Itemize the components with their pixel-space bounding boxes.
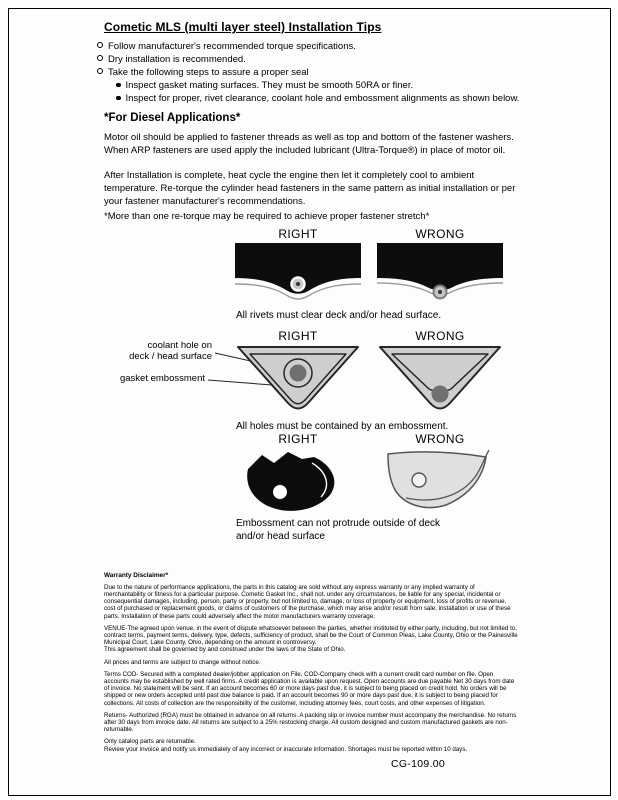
coolant-hole-icon	[432, 386, 449, 403]
warranty-paragraph: VENUE-The agreed upon venue, in the event of dispute whatsoever between the parties, whether instituted by either party, including, but not limited to, contract terms, payment terms, delivery, type, defects, sufficiency of product, shall be the Court of Common Pleas, Lake County, Ohio or the Painesville Municipal Court, Lake County, Ohio, depending on the amount in controversy. This agreement shall be governed by and construed under the laws of the State of Ohio.	[104, 624, 518, 654]
rivet-clearance-wrong-diagram	[377, 243, 503, 306]
bolt-hole-icon	[273, 485, 287, 499]
tip-text: Take the following steps to assure a proper seal	[108, 67, 309, 78]
wrong-label: WRONG	[415, 432, 465, 446]
wrong-label: WRONG	[415, 227, 465, 241]
bolt-hole-icon	[412, 473, 426, 487]
rivet-center-dot	[438, 290, 442, 294]
embossment-containment-right-diagram	[235, 344, 361, 418]
diagram-caption: Embossment can not protrude outside of deck and/or head surface	[236, 518, 441, 542]
warranty-paragraph: Due to the nature of performance applications, the parts in this catalog are sold without any express warranty or any implied warranty of merchantability or fitness for a particular purpose. Cometic Gasket Inc., shall not, under any circumstances, be liable for any special, incidental or consequential damages, including, person, party or property, but not limited to, damage, or loss of property or equipment, loss of profits or revenue, cost of purchased or replacement goods, or claims of customers of the purchase, which may arise and/or result from sale, installation or use of these parts. Installation of these parts could adversely affect the motor manufacturers warranty coverage.	[104, 583, 511, 620]
page-number: CG-109.00	[391, 758, 446, 770]
warranty-paragraph: Terms COD- Secured with a completed dealer/jobber application on File, COD-Company check with a current credit card number on file. Open accounts may be established by well rated firms. A credit application is available upon request. Open accounts are due payable Net 30 days from date of invoice. No statement will be sent. If an account becomes 60 or more days past due, it is subject to being placed on credit hold. No orders will be shipped or new orders accepted until past due balance is paid. If an account becomes 90 or more days past due, it is subject to being placed for collections. All costs of collection are the responsibility of the customer, including attorney fees, court costs, and other expenses of litigation.	[104, 670, 515, 707]
coolant-hole-icon	[290, 365, 307, 382]
rivet-clearance-right-diagram	[235, 243, 361, 306]
retorque-note: *More than one re-torque may be required to achieve proper fastener stretch*	[104, 211, 430, 222]
page-title: Cometic MLS (multi layer steel) Installation Tips	[104, 20, 382, 34]
warranty-disclaimer-section	[104, 572, 518, 758]
rivet-center-dot	[296, 282, 300, 286]
list-item	[97, 66, 519, 79]
tip-text: Dry installation is recommended.	[108, 54, 246, 65]
diesel-paragraph-1: Motor oil should be applied to fastener threads as well as top and bottom of the fastener washers. When ARP fasteners are used apply the included lubricant (Ultra-Torque®) in place of motor oil.	[104, 132, 514, 156]
circle-bullet-icon	[97, 42, 103, 48]
tip-text: Inspect gasket mating surfaces. They must be smooth 50RA or finer.	[125, 80, 414, 91]
coolant-hole-callout-label: coolant hole on deck / head surface	[129, 340, 212, 362]
gasket-embossment-callout-label: gasket embossment	[119, 373, 205, 384]
diagram-caption: All holes must be contained by an embossment.	[236, 421, 449, 432]
right-label: RIGHT	[278, 432, 318, 446]
list-item	[97, 40, 519, 53]
diesel-paragraph-2: After Installation is complete, heat cycle the engine then let it completely cool to ambient temperature. Re-torque the cylinder head fasteners in the same pattern as initial installation or per your fastener manufacturer's recommendations.	[104, 170, 516, 207]
sub-list-item	[116, 79, 519, 92]
diagram-caption: All rivets must clear deck and/or head surface.	[236, 310, 442, 321]
sub-list-item	[116, 92, 519, 105]
installation-tips-list	[97, 40, 519, 105]
list-item	[97, 53, 519, 66]
warranty-paragraph: Returns- Authorized (RGA) must be obtained in advance on all returns. A packing slip or invoice number must accompany the merchandise. No returns after 30 days from invoice date. All returns are subject to a 25% restocking charge. All custom designed and custom manufactured gaskets are non-returnable.	[104, 711, 517, 734]
right-label: RIGHT	[278, 329, 318, 343]
tip-text: Follow manufacturer's recommended torque specifications.	[108, 41, 356, 52]
dot-bullet-icon	[116, 83, 121, 88]
circle-bullet-icon	[97, 68, 103, 74]
diesel-applications-heading: *For Diesel Applications*	[104, 112, 241, 124]
wrong-label: WRONG	[415, 329, 465, 343]
warranty-paragraph: All prices and terms are subject to change without notice.	[104, 658, 261, 666]
right-label: RIGHT	[278, 227, 318, 241]
warranty-paragraph: Only catalog parts are returnable. Review your invoice and notify us immediately of any incorrect or inaccurate information. Shortages must be reported within 10 days.	[104, 738, 468, 753]
embossment-protrusion-right-diagram	[235, 447, 361, 515]
tip-text: Inspect for proper, rivet clearance, coolant hole and embossment alignments as shown below.	[125, 93, 520, 104]
gasket-corner-shape	[247, 452, 334, 511]
embossment-containment-wrong-diagram	[377, 344, 503, 418]
embossment-protrusion-wrong-diagram	[377, 447, 503, 515]
warranty-heading: Warranty Disclaimer*	[104, 572, 169, 579]
circle-bullet-icon	[97, 55, 103, 61]
dot-bullet-icon	[116, 96, 121, 101]
